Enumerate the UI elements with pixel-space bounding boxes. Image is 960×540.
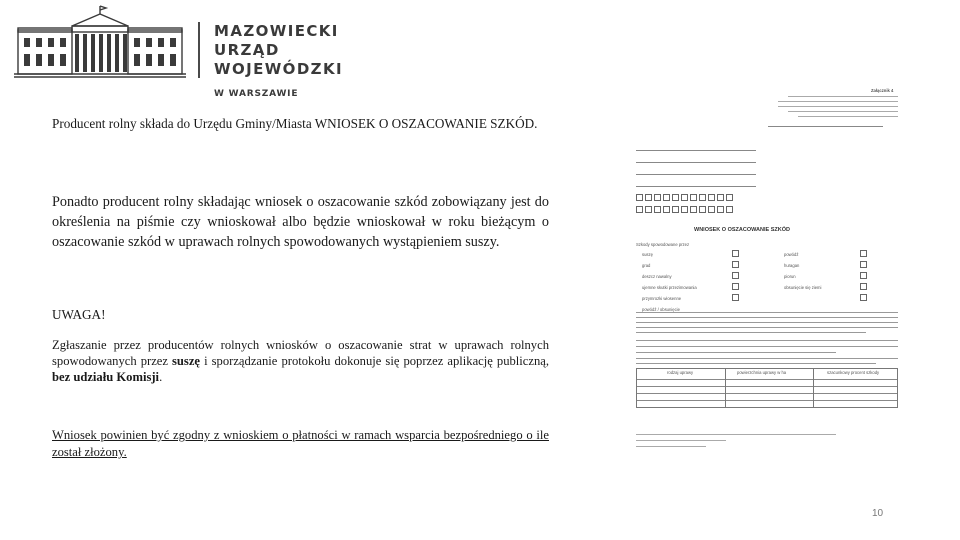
form-digit-box	[654, 206, 661, 213]
form-digit-box	[708, 206, 715, 213]
form-field-line	[636, 150, 756, 151]
form-option: ujemne skutki przezimowania	[642, 285, 697, 290]
form-table-col-rule	[725, 369, 726, 407]
form-field-line	[636, 174, 756, 175]
paragraph-consistency-note: Wniosek powinien być zgodny z wnioskiem o płatności w ramach wsparcia bezpośredniego o ile został złożony.	[52, 428, 549, 459]
form-place-date-line	[768, 126, 883, 127]
form-text-line	[636, 340, 898, 341]
form-digit-box	[663, 194, 670, 201]
logo-text	[214, 22, 392, 99]
form-checkbox	[732, 261, 739, 268]
form-digit-box	[690, 194, 697, 201]
form-digit-box	[672, 206, 679, 213]
form-digit-box	[717, 206, 724, 213]
form-footnote-line	[636, 434, 836, 435]
form-table-col-rule	[813, 369, 814, 407]
form-header-line	[788, 111, 898, 112]
paragraph-drought-procedure	[52, 337, 549, 385]
p4-text-c: i sporządzanie protokołu dokonuje się poprzez aplikację publiczną,	[200, 354, 549, 368]
form-header-line	[788, 96, 898, 97]
form-digit-box	[672, 194, 679, 201]
form-table-header: rodzaj uprawy	[667, 370, 694, 375]
form-digit-box	[636, 194, 643, 201]
form-table-rule	[637, 386, 897, 387]
form-digit-box	[717, 194, 724, 201]
warning-heading: UWAGA!	[52, 307, 106, 322]
form-option: piorun	[784, 274, 796, 279]
form-digit-box	[699, 194, 706, 201]
form-text-line	[636, 317, 898, 318]
form-text-line	[636, 358, 898, 359]
form-annex-label: Załącznik 4	[871, 88, 894, 93]
p4-text-e: .	[159, 370, 163, 384]
form-checkbox	[860, 294, 867, 301]
form-table-header: szacunkowy procent szkody	[827, 370, 880, 375]
form-checkbox	[732, 294, 739, 301]
form-option: powódź	[784, 252, 799, 257]
form-text-line	[636, 363, 876, 364]
form-field-line	[636, 186, 756, 187]
form-digit-box	[699, 206, 706, 213]
form-option: powódź / obsunięcie	[642, 307, 680, 312]
form-option: deszcz nawalny	[642, 274, 672, 279]
p4-text-a: Zgłaszanie przez producentów rolnych wniosków o oszacowanie strat w uprawach rolnych spowodowanych przez	[52, 338, 549, 368]
page-number: 10	[872, 508, 884, 519]
form-checkbox	[860, 272, 867, 279]
form-digit-box	[726, 206, 733, 213]
form-option: grad	[642, 263, 651, 268]
form-digit-box	[726, 194, 733, 201]
form-checkbox	[732, 250, 739, 257]
form-checkbox	[860, 283, 867, 290]
form-footnote-line	[636, 440, 726, 441]
form-digit-box	[681, 194, 688, 201]
form-checkbox	[860, 250, 867, 257]
application-form-thumbnail	[628, 84, 908, 464]
form-checkbox	[860, 261, 867, 268]
form-option: obsunięcie się ziemi	[784, 285, 822, 290]
logo-line-1: MAZOWIECKI	[214, 22, 339, 40]
p4-drought-word: suszę	[172, 354, 201, 368]
form-section-label: Szkody spowodowane przez	[636, 242, 690, 247]
form-digit-box	[681, 206, 688, 213]
form-header-line	[798, 116, 898, 117]
form-header-line	[778, 106, 898, 107]
form-checkbox	[732, 272, 739, 279]
form-option: huragan	[784, 263, 800, 268]
form-digit-box	[690, 206, 697, 213]
form-table-rule	[637, 379, 897, 380]
form-table-rule	[637, 393, 897, 394]
form-text-line	[636, 322, 898, 323]
form-checkbox	[732, 283, 739, 290]
form-text-line	[636, 332, 866, 333]
form-option: suszę	[642, 252, 653, 257]
logo-line-3: W WARSZAWIE	[214, 89, 299, 99]
form-digit-box	[636, 206, 643, 213]
form-field-line	[636, 162, 756, 163]
form-digit-box	[708, 194, 715, 201]
form-footnote-line	[636, 446, 706, 447]
form-text-line	[636, 346, 898, 347]
form-option: przymrozki wiosenne	[642, 296, 682, 301]
form-digit-box	[654, 194, 661, 201]
paragraph-drought-declaration: Ponadto producent rolny składając wniosek o oszacowanie szkód zobowiązany jest do określenia na piśmie czy wnioskował albo będzie wnioskował w roku bieżącym o oszacowanie szkód w uprawach rolnych spowodowanych wystąpieniem suszy.	[52, 194, 549, 250]
form-table-rule	[637, 400, 897, 401]
form-text-line	[636, 327, 898, 328]
form-digit-box	[663, 206, 670, 213]
paragraph-application: Producent rolny składa do Urzędu Gminy/Miasta WNIOSEK O OSZACOWANIE SZKÓD.	[52, 116, 538, 131]
mazowiecki-logo	[12, 4, 392, 99]
form-crop-table	[636, 368, 898, 408]
form-digit-box	[645, 194, 652, 201]
form-text-line	[636, 352, 836, 353]
form-title: WNIOSEK O OSZACOWANIE SZKÓD	[694, 227, 790, 233]
logo-line-2: URZĄD WOJEWÓDZKI	[214, 41, 343, 78]
logo-divider	[198, 22, 200, 78]
form-table-header: powierzchnia uprawy w ha	[737, 370, 787, 375]
building-emblem-icon	[12, 4, 192, 80]
p4-no-commission: bez udziału Komisji	[52, 370, 160, 384]
form-text-line	[636, 312, 898, 313]
form-header-line	[778, 101, 898, 102]
form-digit-box	[645, 206, 652, 213]
